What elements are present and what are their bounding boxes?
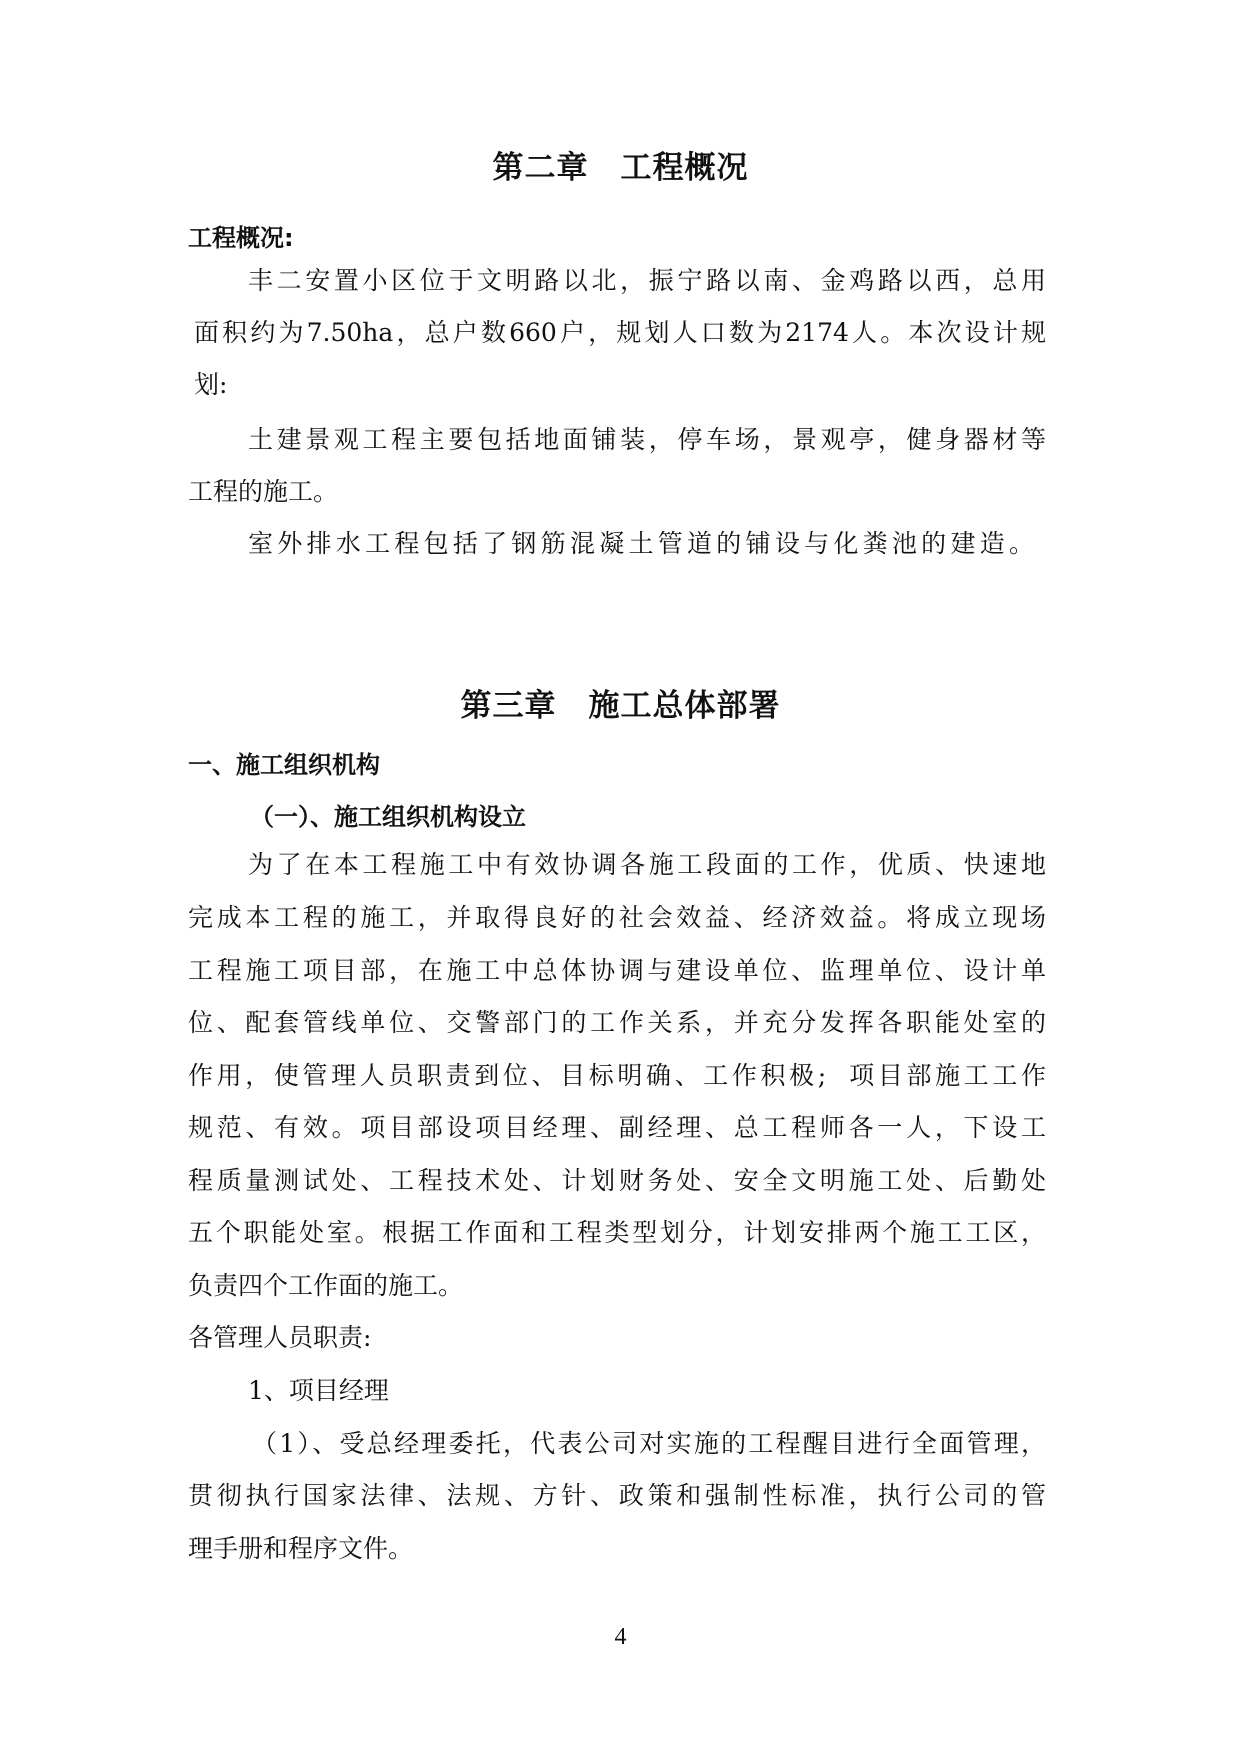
page-number: 4 — [614, 1624, 627, 1650]
paragraph-line: 理手册和程序文件。 — [188, 1534, 414, 1563]
paragraph-line: 作用，使管理人员职责到位、目标明确、工作积极; 项目部施工工作 — [188, 1061, 1046, 1090]
paragraph-line: 负责四个工作面的施工。 — [188, 1271, 464, 1300]
section-heading: 一、施工组织机构 — [188, 751, 380, 779]
project-overview-heading: 工程概况: — [188, 224, 294, 252]
paragraph-line: 位、配套管线单位、交警部门的工作关系，并充分发挥各职能处室的 — [188, 1008, 1046, 1037]
paragraph-line: 完成本工程的施工，并取得良好的社会效益、经济效益。将成立现场 — [188, 903, 1046, 932]
paragraph-line: 工程的施工。 — [188, 477, 339, 506]
paragraph-line: 工程施工项目部，在施工中总体协调与建设单位、监理单位、设计单 — [188, 956, 1046, 985]
subsection-heading: （一）、施工组织机构设立 — [250, 803, 526, 831]
paragraph-line: 程质量测试处、工程技术处、计划财务处、安全文明施工处、后勤处 — [188, 1166, 1046, 1195]
chapter-3-title: 第三章 施工总体部署 — [460, 688, 781, 724]
paragraph-line: 面积约为7.50ha，总户数660户，规划人口数为2174人。本次设计规 — [194, 318, 1046, 347]
paragraph-line: 室外排水工程包括了钢筋混凝土管道的铺设与化粪池的建造。 — [248, 529, 1034, 558]
paragraph-line: （1）、受总经理委托，代表公司对实施的工程醒目进行全面管理， — [252, 1429, 1046, 1458]
paragraph-line: 土建景观工程主要包括地面铺装，停车场，景观亭，健身器材等 — [248, 425, 1046, 454]
paragraph-line: 划: — [194, 370, 228, 399]
paragraph-line: 规范、有效。项目部设项目经理、副经理、总工程师各一人，下设工 — [188, 1113, 1046, 1142]
paragraph-line: 五个职能处室。根据工作面和工程类型划分，计划安排两个施工工区， — [188, 1218, 1046, 1247]
list-item: 1、项目经理 — [248, 1376, 389, 1405]
paragraph-line: 各管理人员职责: — [188, 1323, 372, 1352]
paragraph-line: 为了在本工程施工中有效协调各施工段面的工作，优质、快速地 — [248, 850, 1046, 879]
chapter-2-title: 第二章 工程概况 — [492, 150, 749, 186]
paragraph-line: 丰二安置小区位于文明路以北，振宁路以南、金鸡路以西，总用 — [248, 266, 1046, 295]
paragraph-line: 贯彻执行国家法律、法规、方针、政策和强制性标准，执行公司的管 — [188, 1481, 1046, 1510]
